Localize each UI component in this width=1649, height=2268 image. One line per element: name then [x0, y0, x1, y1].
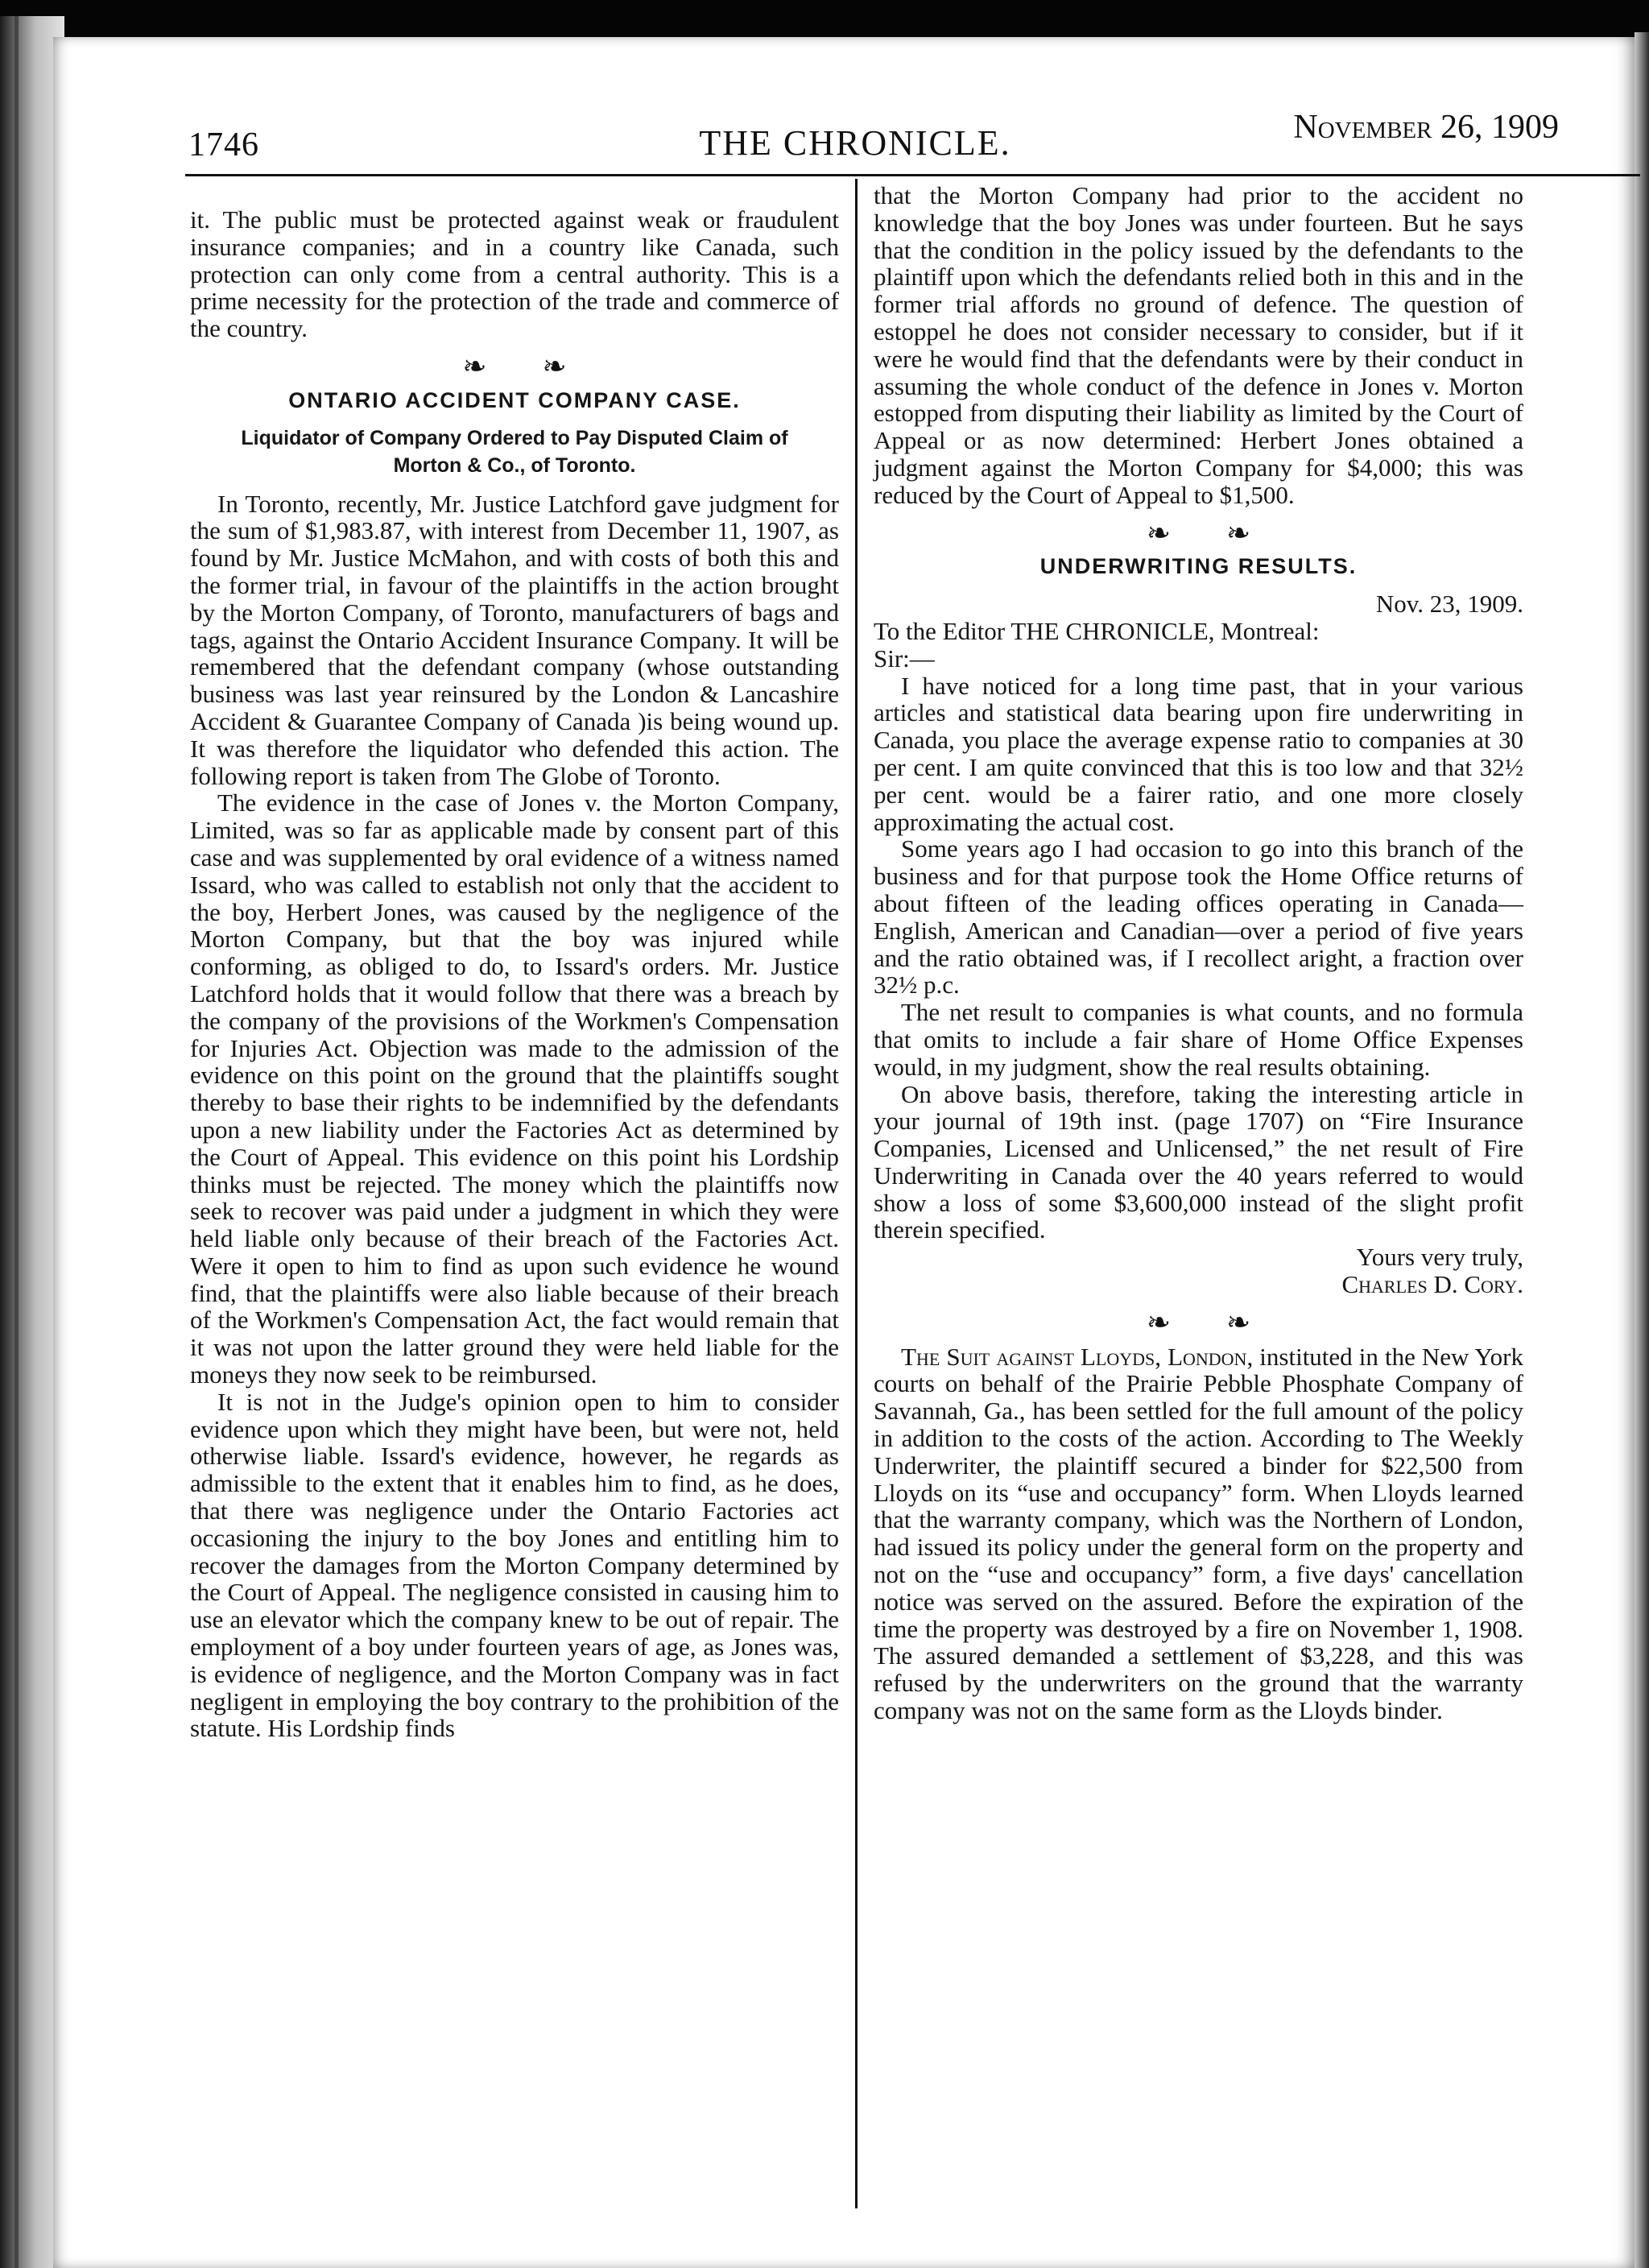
letter-paragraph: Some years ago I had occasion to go into this branch of the business and for that purpose took the Home Office returns of about fifteen of the leading offices operating in Canada—English, American and Canadian—over a period of five years and the ratio obtained was, if I recollect aright, a fraction over 32½ p.c. [874, 834, 1523, 999]
article-paragraph: In Toronto, recently, Mr. Justice Latchford gave judgment for the sum of $1,983.87, with interest from December 11, 1907, as found by Mr. Justice McMahon, and with costs of both this and the former trial, in favour of the plaintiffs in the action brought by the Morton Company, of Toronto, manufacturers of bags and tags, against the Ontario Accident Insurance Company. It will be remembered that the defendant company (whose outstanding business was last year reinsured by the London & Lancashire Accident & Guarantee Company of Canada )is being wound up. It was therefore the liquidator who defended this action. The following report is taken from The Globe of Toronto. [190, 489, 839, 790]
lloyds-paragraph [874, 1343, 1523, 1724]
page-number: 1746 [188, 126, 259, 163]
letter-closing: Yours very truly, [1356, 1243, 1523, 1272]
letter-paragraph: I have noticed for a long time past, that in your various articles and statistical data bearing upon fire underwriting in Canada, you place the average expense ratio to companies at 30 per cent. I am quite convinced that this is too low and that 32½ per cent. would be a fairer ratio, and one more closely approximating the actual cost. [874, 671, 1523, 836]
ornament-divider: ❧ ❧ [462, 350, 591, 383]
letter-paragraph: On above basis, therefore, taking the interesting article in your journal of 19th inst. (page 1707) on “Fire Insurance Companies, Licensed and Unlicensed,” the net result of Fire Underwriting in Canada over the 40 years referred to would show a loss of some $3,600,000 instead of the slight profit therein specified. [874, 1079, 1523, 1244]
article-paragraph: It is not in the Judge's opinion open to him to consider evidence upon which they might have been, but were not, held otherwise liable. Issard's evidence, however, he regards as admissible to the extent that it enables him to find, as he does, that there was negligence under the Ontario Factories act occasioning the injury to the boy Jones and entitling him to recover the damages from the Morton Company determined by the Court of Appeal. The negligence consisted in causing him to use an elevator which the company knew to be out of repair. The employment of a boy under fourteen years of age, as Jones was, is evidence of negligence, and the Morton Company was in fact negligent in employing the boy contrary to the prohibition of the statute. His Lordship finds [190, 1387, 839, 1743]
header-rule [185, 174, 1640, 176]
article-headline-underwriting: UNDERWRITING RESULTS. [1039, 554, 1358, 579]
publication-title: THE CHRONICLE. [699, 123, 1011, 163]
letter-salutation: Sir:— [874, 644, 935, 673]
column-divider [855, 179, 858, 2208]
article-paragraph: The evidence in the case of Jones v. the Morton Company, Limited, was so far as applicable made by consent part of this case and was supplemented by oral evidence of a witness named Issard, who was called to establish not only that the accident to the boy, Herbert Jones, was caused by the negligence of the Morton Company, but that the boy was injured while conforming, as obliged to do, to Issard's orders. Mr. Justice Latchford holds that it would follow that there was a breach by the company of the provisions of the Workmen's Compensation for Injuries Act. Objection was made to the admission of the evidence on this point on the ground that the plaintiffs sought thereby to base their rights to be indemnified by the defendants upon a new liability under the Factories Act as determined by the Court of Appeal. This evidence on this point his Lordship thinks must be rejected. The money which the plaintiffs now seek to recover was paid under a judgment in which they were held liable only because of their breach of the Factories Act. Were it open to him to find as upon such evidence he wound find, that the plaintiffs were also liable because of their breach of the Workmen's Compensation Act, the fact would remain that it was not upon the latter ground they were held liable for the moneys they now seek to be reimbursed. [190, 788, 839, 1389]
lloyds-lead-in: The Suit against Lloyds, London, [901, 1342, 1254, 1371]
continued-paragraph: that the Morton Company had prior to the accident no knowledge that the boy Jones was under fourteen. But he says that the condition in the policy issued by the defendants to the plaintiff upon which the defendants relied both in this and in the former trial affords no ground of defence. The question of estoppel he does not consider necessary to consider, but if it were he would find that the defendants were by their conduct in assuming the whole conduct of the defence in Jones v. Morton estopped from disputing their liability as limited by the Court of Appeal or as now determined: Herbert Jones obtained a judgment against the Morton Company for $4,000; this was reduced by the Court of Appeal to $1,500. [874, 181, 1523, 509]
article-subhead-ontario: Liquidator of Company Ordered to Pay Disputed Claim of Morton & Co., of Toronto. [241, 426, 788, 477]
right-column [874, 182, 1523, 1724]
letter-addressee: To the Editor THE CHRONICLE, Montreal: [874, 616, 1320, 645]
left-column [190, 206, 839, 1742]
intro-paragraph: it. The public must be protected against weak or fraudulent insurance companies; and in a country like Canada, such protection can only come from a central authority. This is a prime necessity for the protection of the trade and commerce of the country. [190, 205, 839, 343]
page-right-edge-shadow [1635, 32, 1649, 2268]
running-header [134, 105, 1577, 163]
letter-paragraph: The net result to companies is what counts, and no formula that omits to include a fair share of Home Office Expenses would, in my judgment, show the real results obtaining. [874, 998, 1523, 1081]
ornament-divider: ❧ ❧ [1146, 1306, 1275, 1339]
letter-signature: Charles D. Cory. [1341, 1270, 1523, 1299]
lloyds-body: instituted in the New York courts on behalf of the Prairie Pebble Phosphate Company of Savannah, Ga., has been settled for the full amount of the policy in addition to the costs of the action. According to The Weekly Underwriter, the plaintiff secured a binder for $22,500 from Lloyds on its “use and occupancy” form. When Lloyds learned that the warranty company, which was the Northern of London, had issued its policy under the general form on the property and not on the “use and occupancy” form, a five days' cancellation notice was served on the assured. Before the expiration of the time the property was destroyed by a fire on November 1, 1908. The assured demanded a settlement of $3,228, and this was refused by the underwriters on the ground that the warranty company was not on the same form as the Lloyds binder. [874, 1342, 1523, 1725]
letter-date: Nov. 23, 1909. [1375, 590, 1523, 619]
issue-date: November 26, 1909 [1293, 109, 1559, 146]
ornament-divider: ❧ ❧ [1146, 516, 1275, 549]
article-headline-ontario: ONTARIO ACCIDENT COMPANY CASE. [288, 387, 741, 412]
